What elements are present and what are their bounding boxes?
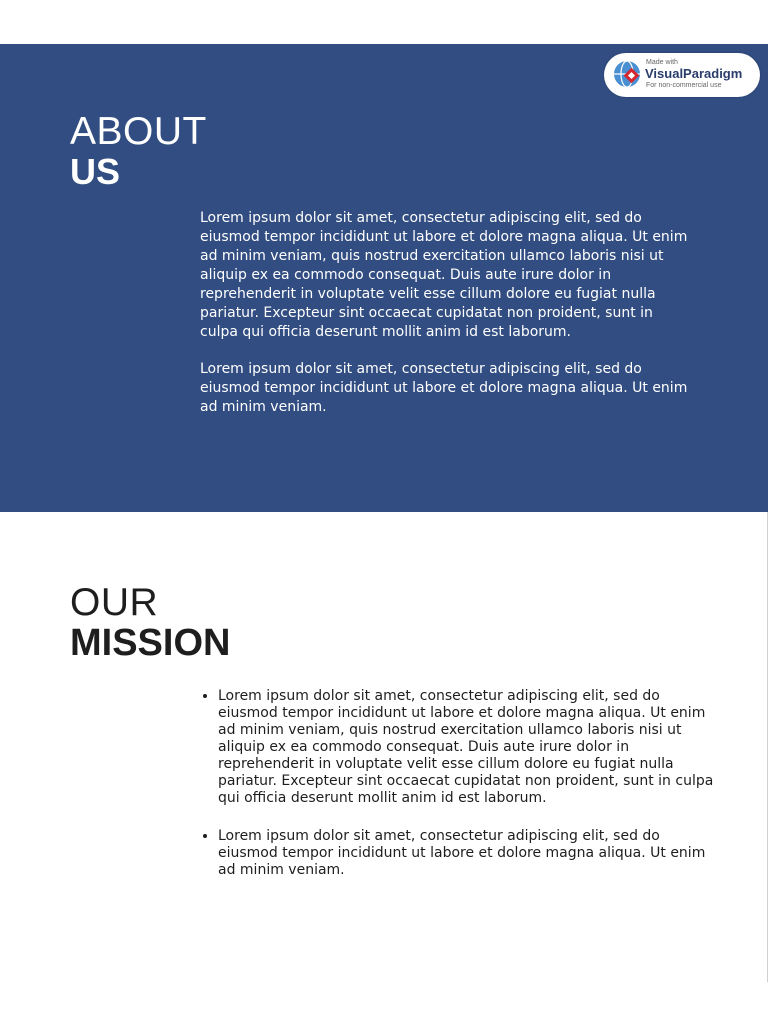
page-footer-space: [0, 982, 768, 1024]
visual-paradigm-watermark: [604, 53, 760, 97]
mission-list: [200, 688, 718, 900]
mission-heading-light: OUR: [70, 581, 159, 624]
watermark-note: For non-commercial use: [646, 82, 722, 89]
visual-paradigm-logo-icon: [612, 59, 642, 89]
about-heading-bold: US: [70, 151, 121, 192]
mission-heading: [70, 583, 230, 662]
about-paragraph: Lorem ipsum dolor sit amet, consectetur adipiscing elit, sed do eiusmod tempor incididunt ut labore et dolore magna aliqua. Ut enim ad minim veniam, quis nostrud exercitation ullamco laboris nisi ut aliquip ex ea commodo consequat. Duis aute irure dolor in reprehenderit in voluptate velit esse cillum dolore eu fugiat nulla pariatur. Excepteur sint occaecat cupidatat non proident, sunt in culpa qui officia deserunt mollit anim id est laborum.: [200, 210, 688, 340]
about-heading-light: ABOUT: [70, 110, 207, 153]
about-body: [200, 209, 690, 435]
mission-list-item: • Lorem ipsum dolor sit amet, consectetur adipiscing elit, sed do eiusmod tempor incididunt ut labore et dolore magna aliqua. Ut enim ad minim veniam.: [218, 828, 718, 879]
about-section: [0, 44, 768, 512]
watermark-made-with: Made with: [646, 59, 678, 66]
about-paragraph: Lorem ipsum dolor sit amet, consectetur adipiscing elit, sed do eiusmod tempor incididunt ut labore et dolore magna aliqua. Ut enim ad minim veniam.: [200, 361, 688, 415]
watermark-brand: VisualParadigm: [645, 66, 743, 81]
mission-list-item: • Lorem ipsum dolor sit amet, consectetur adipiscing elit, sed do eiusmod tempor incididunt ut labore et dolore magna aliqua. Ut enim ad minim veniam, quis nostrud exercitation ullamco laboris nisi ut aliquip ex ea commodo consequat. Duis aute irure dolor in reprehenderit in voluptate velit esse cillum dolore eu fugiat nulla pariatur. Excepteur sint occaecat cupidatat non proident, sunt in culpa qui officia deserunt mollit anim id est laborum.: [218, 688, 718, 807]
mission-heading-bold: MISSION: [70, 622, 231, 664]
about-heading: [70, 112, 207, 190]
